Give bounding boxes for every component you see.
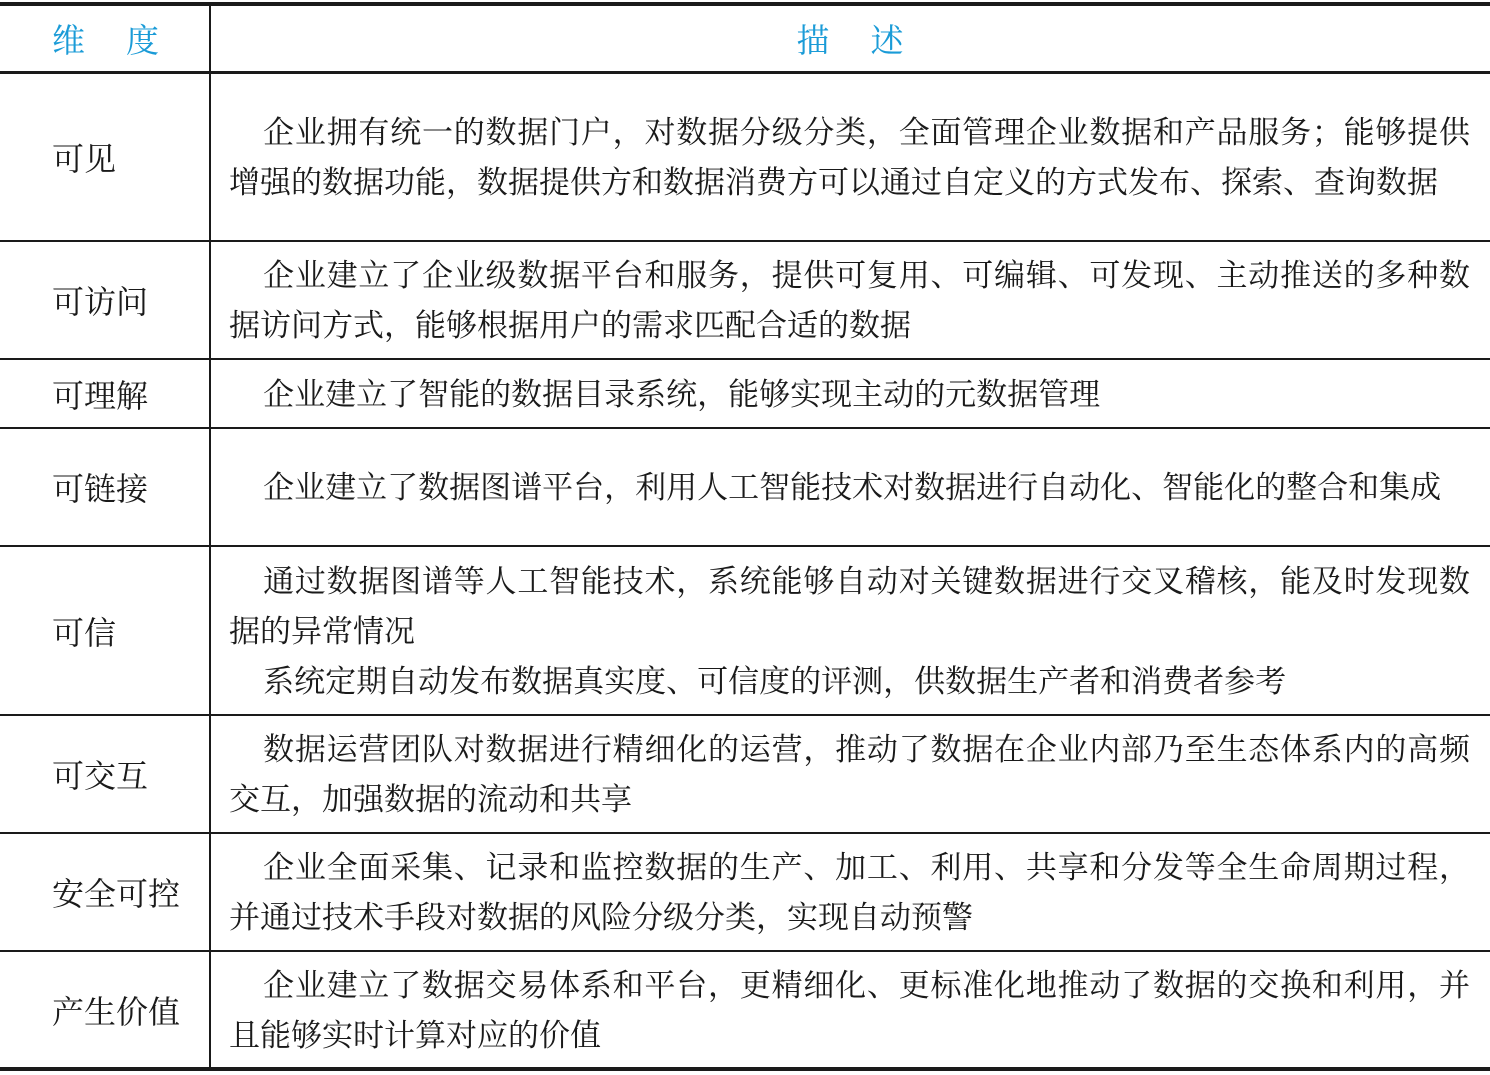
- header-description-char-1: 描: [796, 20, 831, 60]
- header-dimension-char-2: 度: [126, 20, 160, 60]
- description-cell: [210, 546, 1490, 715]
- table-row: [0, 359, 1490, 428]
- description-cell: [210, 951, 1490, 1069]
- description-paragraph: 企业建立了企业级数据平台和服务，提供可复用、可编辑、可发现、主动推送的多种数据访问方式，能够根据用户的需求匹配合适的数据: [229, 258, 1470, 344]
- table-row: [0, 546, 1490, 715]
- dimension-cell: 产生价值: [0, 951, 210, 1069]
- dimension-cell: 可访问: [0, 241, 210, 359]
- table-row: [0, 715, 1490, 833]
- table-row: [0, 951, 1490, 1069]
- description-cell: [210, 715, 1490, 833]
- header-description: [210, 4, 1490, 72]
- table-row: [0, 72, 1490, 241]
- description-paragraph: 企业拥有统一的数据门户，对数据分级分类，全面管理企业数据和产品服务；能够提供增强的数据功能，数据提供方和数据消费方可以通过自定义的方式发布、探索、查询数据: [229, 114, 1470, 201]
- description-paragraph: 企业建立了数据图谱平台，利用人工智能技术对数据进行自动化、智能化的整合和集成: [263, 470, 1442, 506]
- dimension-cell: 可链接: [0, 428, 210, 546]
- table-row: [0, 428, 1490, 546]
- dimension-cell: 可信: [0, 546, 210, 715]
- dimension-cell: 可见: [0, 72, 210, 241]
- header-dimension-char-1: 维: [52, 20, 86, 60]
- description-paragraph: 通过数据图谱等人工智能技术，系统能够自动对关键数据进行交叉稽核，能及时发现数据的异常情况: [229, 563, 1470, 650]
- description-paragraph: 系统定期自动发布数据真实度、可信度的评测，供数据生产者和消费者参考: [263, 663, 1287, 700]
- description-cell: [210, 72, 1490, 241]
- description-cell: [210, 833, 1490, 951]
- description-cell: [210, 428, 1490, 546]
- dimension-cell: 可交互: [0, 715, 210, 833]
- description-cell: [210, 241, 1490, 359]
- dimension-cell: 可理解: [0, 359, 210, 428]
- description-paragraph: 企业建立了数据交易体系和平台，更精细化、更标准化地推动了数据的交换和利用，并且能够实时计算对应的价值: [229, 967, 1470, 1054]
- table-row: [0, 833, 1490, 951]
- dimension-table: [0, 2, 1490, 1071]
- table-header-row: [0, 4, 1490, 72]
- table-row: [0, 241, 1490, 359]
- description-paragraph: 数据运营团队对数据进行精细化的运营，推动了数据在企业内部乃至生态体系内的高频交互，加强数据的流动和共享: [229, 732, 1470, 818]
- description-paragraph: 企业全面采集、记录和监控数据的生产、加工、利用、共享和分发等全生命周期过程，并通过技术手段对数据的风险分级分类，实现自动预警: [229, 850, 1470, 936]
- description-cell: [210, 359, 1490, 428]
- header-dimension: [0, 4, 210, 72]
- dimension-cell: 安全可控: [0, 833, 210, 951]
- header-description-char-2: 述: [870, 20, 905, 60]
- description-paragraph: 企业建立了智能的数据目录系统，能够实现主动的元数据管理: [263, 376, 1101, 413]
